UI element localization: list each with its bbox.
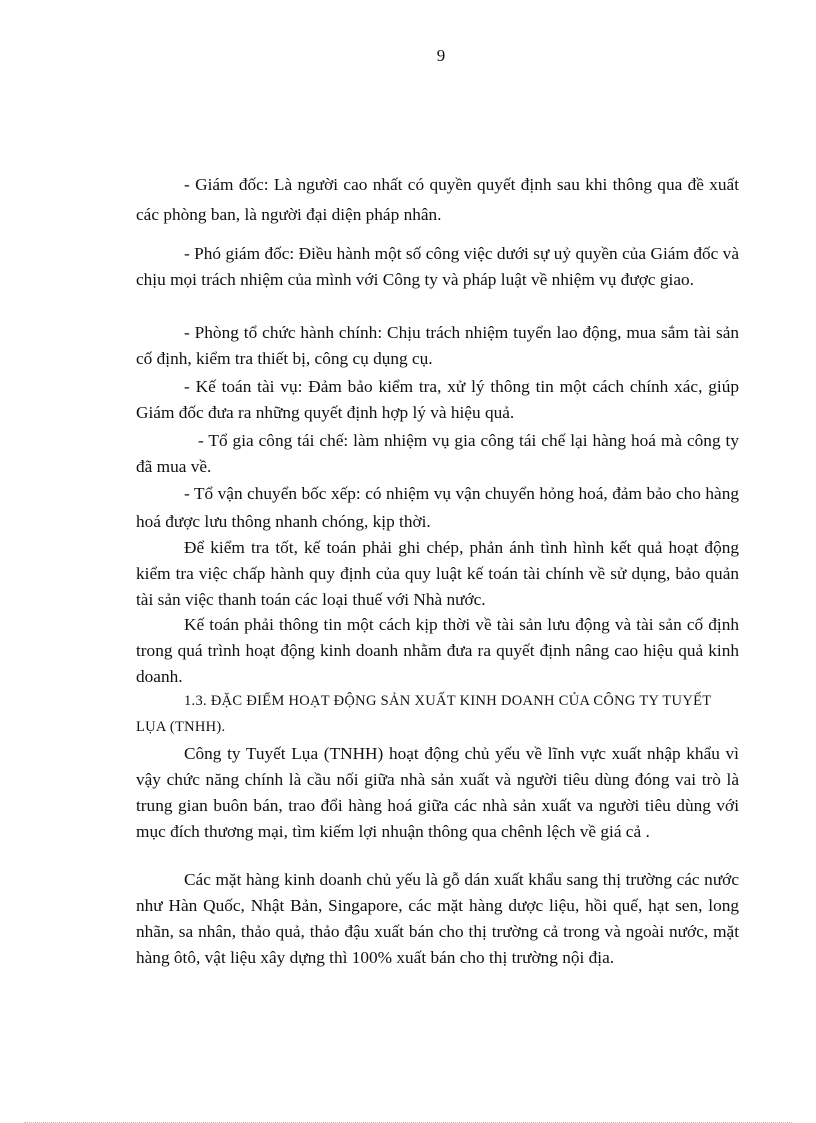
paragraph-cong-ty: Công ty Tuyết Lụa (TNHH) hoạt động chủ yếu về lĩnh vực xuất nhập khẩu vì vậy chức năng chính là cầu nối giữa nhà sản xuất và người tiêu dùng đóng vai trò là trung gian buôn bán, trao đổi hàng hoá giữa các nhà sản xuất va người tiêu dùng với mục đích thương mại, tìm kiếm lợi nhuận thông qua chênh lệch về giá cả . bbox=[136, 744, 739, 841]
page-number: 9 bbox=[436, 46, 446, 65]
paragraph-mat-hang: Các mặt hàng kinh doanh chủ yếu là gỗ dán xuất khẩu sang thị trường các nước như Hàn Quốc, Nhật Bản, Singapore, các mặt hàng dược liệu, hồi quế, hạt sen, long nhãn, sa nhân, thảo quả, thảo đậu xuất bán cho thị trường cả trong và ngoài nước, mặt hàng ôtô, vật liệu xây dựng thì 100% xuất bán cho thị trường nội địa. bbox=[136, 870, 739, 967]
paragraph-ke-toan-thong-tin: Kế toán phải thông tin một cách kịp thời về tài sản lưu động và tài sản cố định trong quá trình hoạt động kinh doanh nhằm đưa ra quyết định nâng cao hiệu quả kinh doanh. bbox=[136, 615, 739, 686]
section-heading: 1.3. ĐẶC ĐIỂM HOẠT ĐỘNG SẢN XUẤT KINH DOANH CỦA CÔNG TY TUYẾT LỤA (TNHH). bbox=[136, 693, 712, 735]
paragraph-de-kiem-tra: Để kiểm tra tốt, kế toán phải ghi chép, phản ánh tình hình kết quả hoạt động kiểm tra việc chấp hành quy định của quy luật kế toán tài chính về sử dụng, bảo quản tài sản việc thanh toán các loại thuế với Nhà nước. bbox=[136, 538, 739, 609]
paragraph-phong-to-chuc: - Phòng tổ chức hành chính: Chịu trách nhiệm tuyển lao động, mua sắm tài sản cố định, kiểm tra thiết bị, công cụ dụng cụ. bbox=[136, 323, 739, 368]
paragraph-to-van-chuyen: - Tổ vận chuyển bốc xếp: có nhiệm vụ vận chuyển hỏng hoá, đảm bảo cho hàng hoá được lưu thông nhanh chóng, kịp thời. bbox=[136, 484, 739, 531]
paragraph-to-gia-cong: - Tổ gia công tái chế: làm nhiệm vụ gia công tái chế lại hàng hoá mà công ty đã mua về. bbox=[136, 431, 739, 476]
paragraph-ke-toan-tai-vu: - Kế toán tài vụ: Đảm bảo kiểm tra, xử lý thông tin một cách chính xác, giúp Giám đốc đưa ra những quyết định hợp lý và hiệu quả. bbox=[136, 377, 739, 422]
paragraph-giam-doc: - Giám đốc: Là người cao nhất có quyền quyết định sau khi thông qua đề xuất các phòng ban, là người đại diện pháp nhân. bbox=[136, 175, 739, 224]
paragraph-pho-giam-doc: - Phó giám đốc: Điều hành một số công việc dưới sự uỷ quyền của Giám đốc và chịu mọi trách nhiệm của mình với Công ty và pháp luật về nhiệm vụ được giao. bbox=[136, 244, 739, 289]
